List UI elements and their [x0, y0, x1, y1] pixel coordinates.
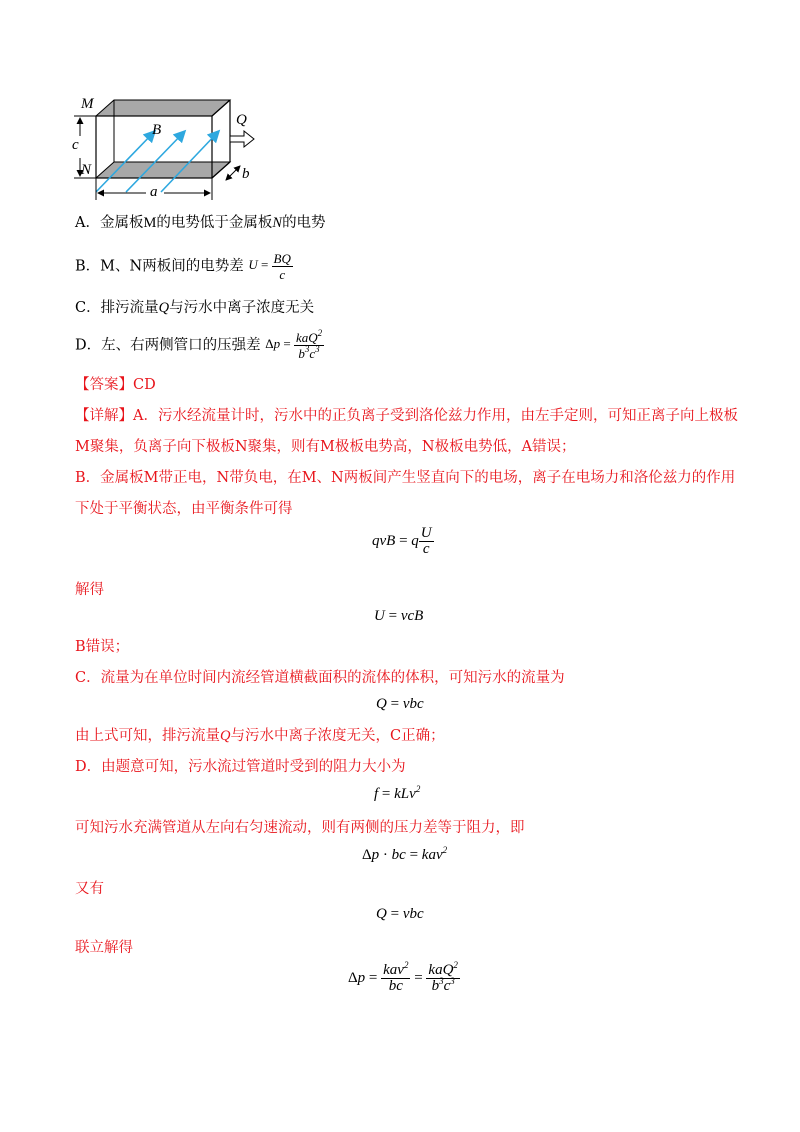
- equation-force: Δp · bc = kav$^2$: [362, 845, 448, 863]
- explanation-a-line1: 【详解】A．污水经流量计时，污水中的正负离子受到洛伦兹力作用，由左手定则，可知正离子向上极板: [75, 408, 738, 424]
- explanation-b-line2: 下处于平衡状态，由平衡条件可得: [75, 501, 293, 517]
- explanation-a-line2: M聚集，负离子向下极板N聚集，则有M极板电势高，N极板电势低，A错误；: [75, 439, 576, 455]
- top-plate: [96, 100, 230, 116]
- option-c: C．排污流量Q与污水中离子浓度无关: [75, 300, 315, 316]
- equation-u: U = vcB: [374, 608, 424, 624]
- equation-balance: qvB = q $\frac{U}{c}$: [372, 525, 432, 557]
- explanation-youyou: 又有: [75, 881, 104, 897]
- outflow-arrow: [230, 131, 254, 147]
- explanation-b-line1: B．金属板M带正电，N带负电，在M、N两板间产生竖直向下的电场，离子在电场力和洛伦兹力的作用: [75, 470, 736, 486]
- option-a: A．金属板M的电势低于金属板N的电势: [75, 215, 326, 231]
- explanation-c-line1: C．流量为在单位时间内流经管道横截面积的流体的体积，可知污水的流量为: [75, 670, 565, 686]
- option-b: B．M、N两板间的电势差 U = $\frac{BQ}{c}$: [75, 251, 291, 282]
- formula-dp: Δp = $\frac{kaQ^2}{b^3c^3}$: [265, 328, 323, 361]
- flowmeter-diagram: [66, 92, 266, 207]
- bottom-plate: [96, 162, 230, 178]
- explanation-d-line2: 可知污水充满管道从左向右匀速流动，则有两侧的压力差等于阻力，即: [75, 820, 525, 836]
- explanation-d-line1: D．由题意可知，污水流过管道时受到的阻力大小为: [75, 759, 406, 775]
- label-a: a: [150, 184, 158, 200]
- option-d: D．左、右两侧管口的压强差 Δp = $\frac{kaQ^2}{b^3c^3}$: [75, 328, 323, 361]
- formula-u: U = $\frac{BQ}{c}$: [248, 251, 291, 282]
- equation-q-1: Q = vbc: [376, 696, 424, 712]
- label-M: M: [81, 96, 94, 112]
- explanation-b-wrong: B错误；: [75, 639, 130, 655]
- flowmeter-diagram-svg: [66, 92, 266, 207]
- label-c: c: [72, 137, 79, 153]
- equation-final: Δp = $\frac{kav^2}{bc}$ = $\frac{kaQ^2}{b^3c^3}$: [348, 960, 458, 994]
- answer: 【答案】CD: [75, 377, 156, 393]
- label-N: N: [81, 162, 92, 178]
- explanation-jiede-1: 解得: [75, 582, 104, 598]
- label-b: b: [242, 166, 250, 182]
- label-B: B: [152, 122, 162, 138]
- equation-q-2: Q = vbc: [376, 906, 424, 922]
- equation-f: f = kLv$^2$: [374, 784, 421, 802]
- explanation-c-line2: 由上式可知，排污流量Q与污水中离子浓度无关，C正确；: [75, 728, 445, 744]
- explanation-lianli: 联立解得: [75, 940, 133, 956]
- label-Q: Q: [236, 112, 247, 128]
